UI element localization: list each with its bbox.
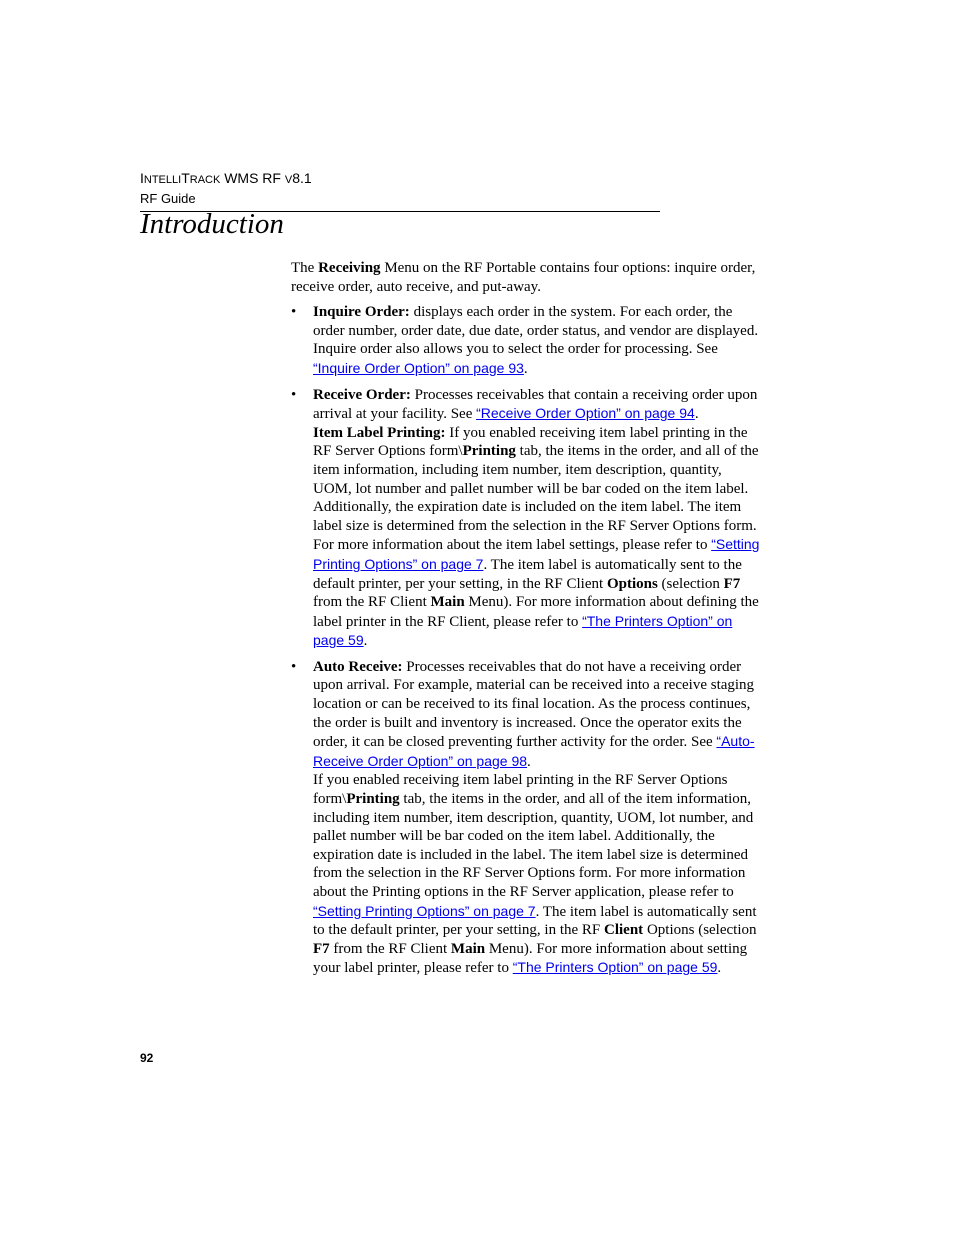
link-receive-order-option[interactable]: “Receive Order Option” on page 94 xyxy=(476,405,695,422)
bullet-icon: • xyxy=(291,386,297,403)
product-title: INTELLITRACK WMS RF V8.1 xyxy=(140,170,312,186)
bullet-icon: • xyxy=(291,304,297,321)
page-number: 92 xyxy=(140,1051,154,1065)
bullet-receive-order: • Receive Order: Processes receivables that contain a receiving order upon arrival at your facility. See “Receive Order Option” on page 94. xyxy=(291,386,758,423)
link-setting-printing-options[interactable]: “Setting Printing Options” on page 7 xyxy=(313,902,536,919)
running-header xyxy=(140,170,312,207)
intro-paragraph: The Receiving Menu on the RF Portable contains four options: inquire order, receive order, auto receive, and put-away. xyxy=(291,260,756,295)
link-setting-printing-options[interactable]: “Setting Printing Options” on page 7 xyxy=(313,536,760,572)
bullet-auto-receive: • Auto Receive: Processes receivables that do not have a receiving order upon arrival. For example, material can be received into a receive staging location or can be received to its final location. As the process continues, the order is built and inventory is increased. Once the operator exits the order, it can be closed preventing further activity for the order. See “Auto-Receive Order Option” on page 98. xyxy=(291,658,755,770)
link-auto-receive-order-option[interactable]: “Auto-Receive Order Option” on page 98 xyxy=(313,733,755,769)
guide-name: RF Guide xyxy=(140,191,196,206)
link-inquire-order-option[interactable]: “Inquire Order Option” on page 93 xyxy=(313,359,524,376)
link-printers-option[interactable]: “The Printers Option” on page 59 xyxy=(313,612,733,649)
bullet-inquire-order: • Inquire Order: displays each order in the system. For each order, the order number, order date, due date, order status, and vendor are displayed. Inquire order also allows you to select the order for processing. See “Inquire Order Option” on page 93. xyxy=(291,304,759,377)
item-label-printing-paragraph: Item Label Printing: If you enabled receiving item label printing in the RF Server Options form\Printing tab, the items in the order, and all of the item information, including item number, item description, quantity, UOM, lot number and pallet number will be bar coded on the item label. Additionally, the expiration date is included on the item label. The item label size is determined from the selection in the RF Server Options form. For more information about the item label settings, please refer to “Setting Printing Options” on page 7. The item label is automatically sent to the default printer, per your setting, in the RF Client Options (selection F7 from the RF Client Main Menu). For more information about defining the label printer in the RF Client, please refer to “The Printers Option” on page 59. xyxy=(313,424,760,650)
body-text xyxy=(291,259,761,978)
link-printers-option[interactable]: “The Printers Option” on page 59 xyxy=(512,959,718,976)
auto-receive-label-paragraph: If you enabled receiving item label printing in the RF Server Options form\Printing tab, the items in the order, and all of the item information, including item number, item description, quantity, UOM, lot number, and pallet number will be bar coded on the item label. Additionally, the expiration date is included in the label. The item label size is determined from the selection in the RF Server Options form. For more information about the Printing options in the RF Server application, please refer to “Setting Printing Options” on page 7. The item label is automatically sent to the default printer, per your setting, in the RF Client Options (selection F7 from the RF Client Main Menu). For more information about setting your label printer, please refer to “The Printers Option” on page 59. xyxy=(313,772,757,977)
bullet-icon: • xyxy=(291,658,297,675)
chapter-title: Introduction xyxy=(140,208,284,240)
